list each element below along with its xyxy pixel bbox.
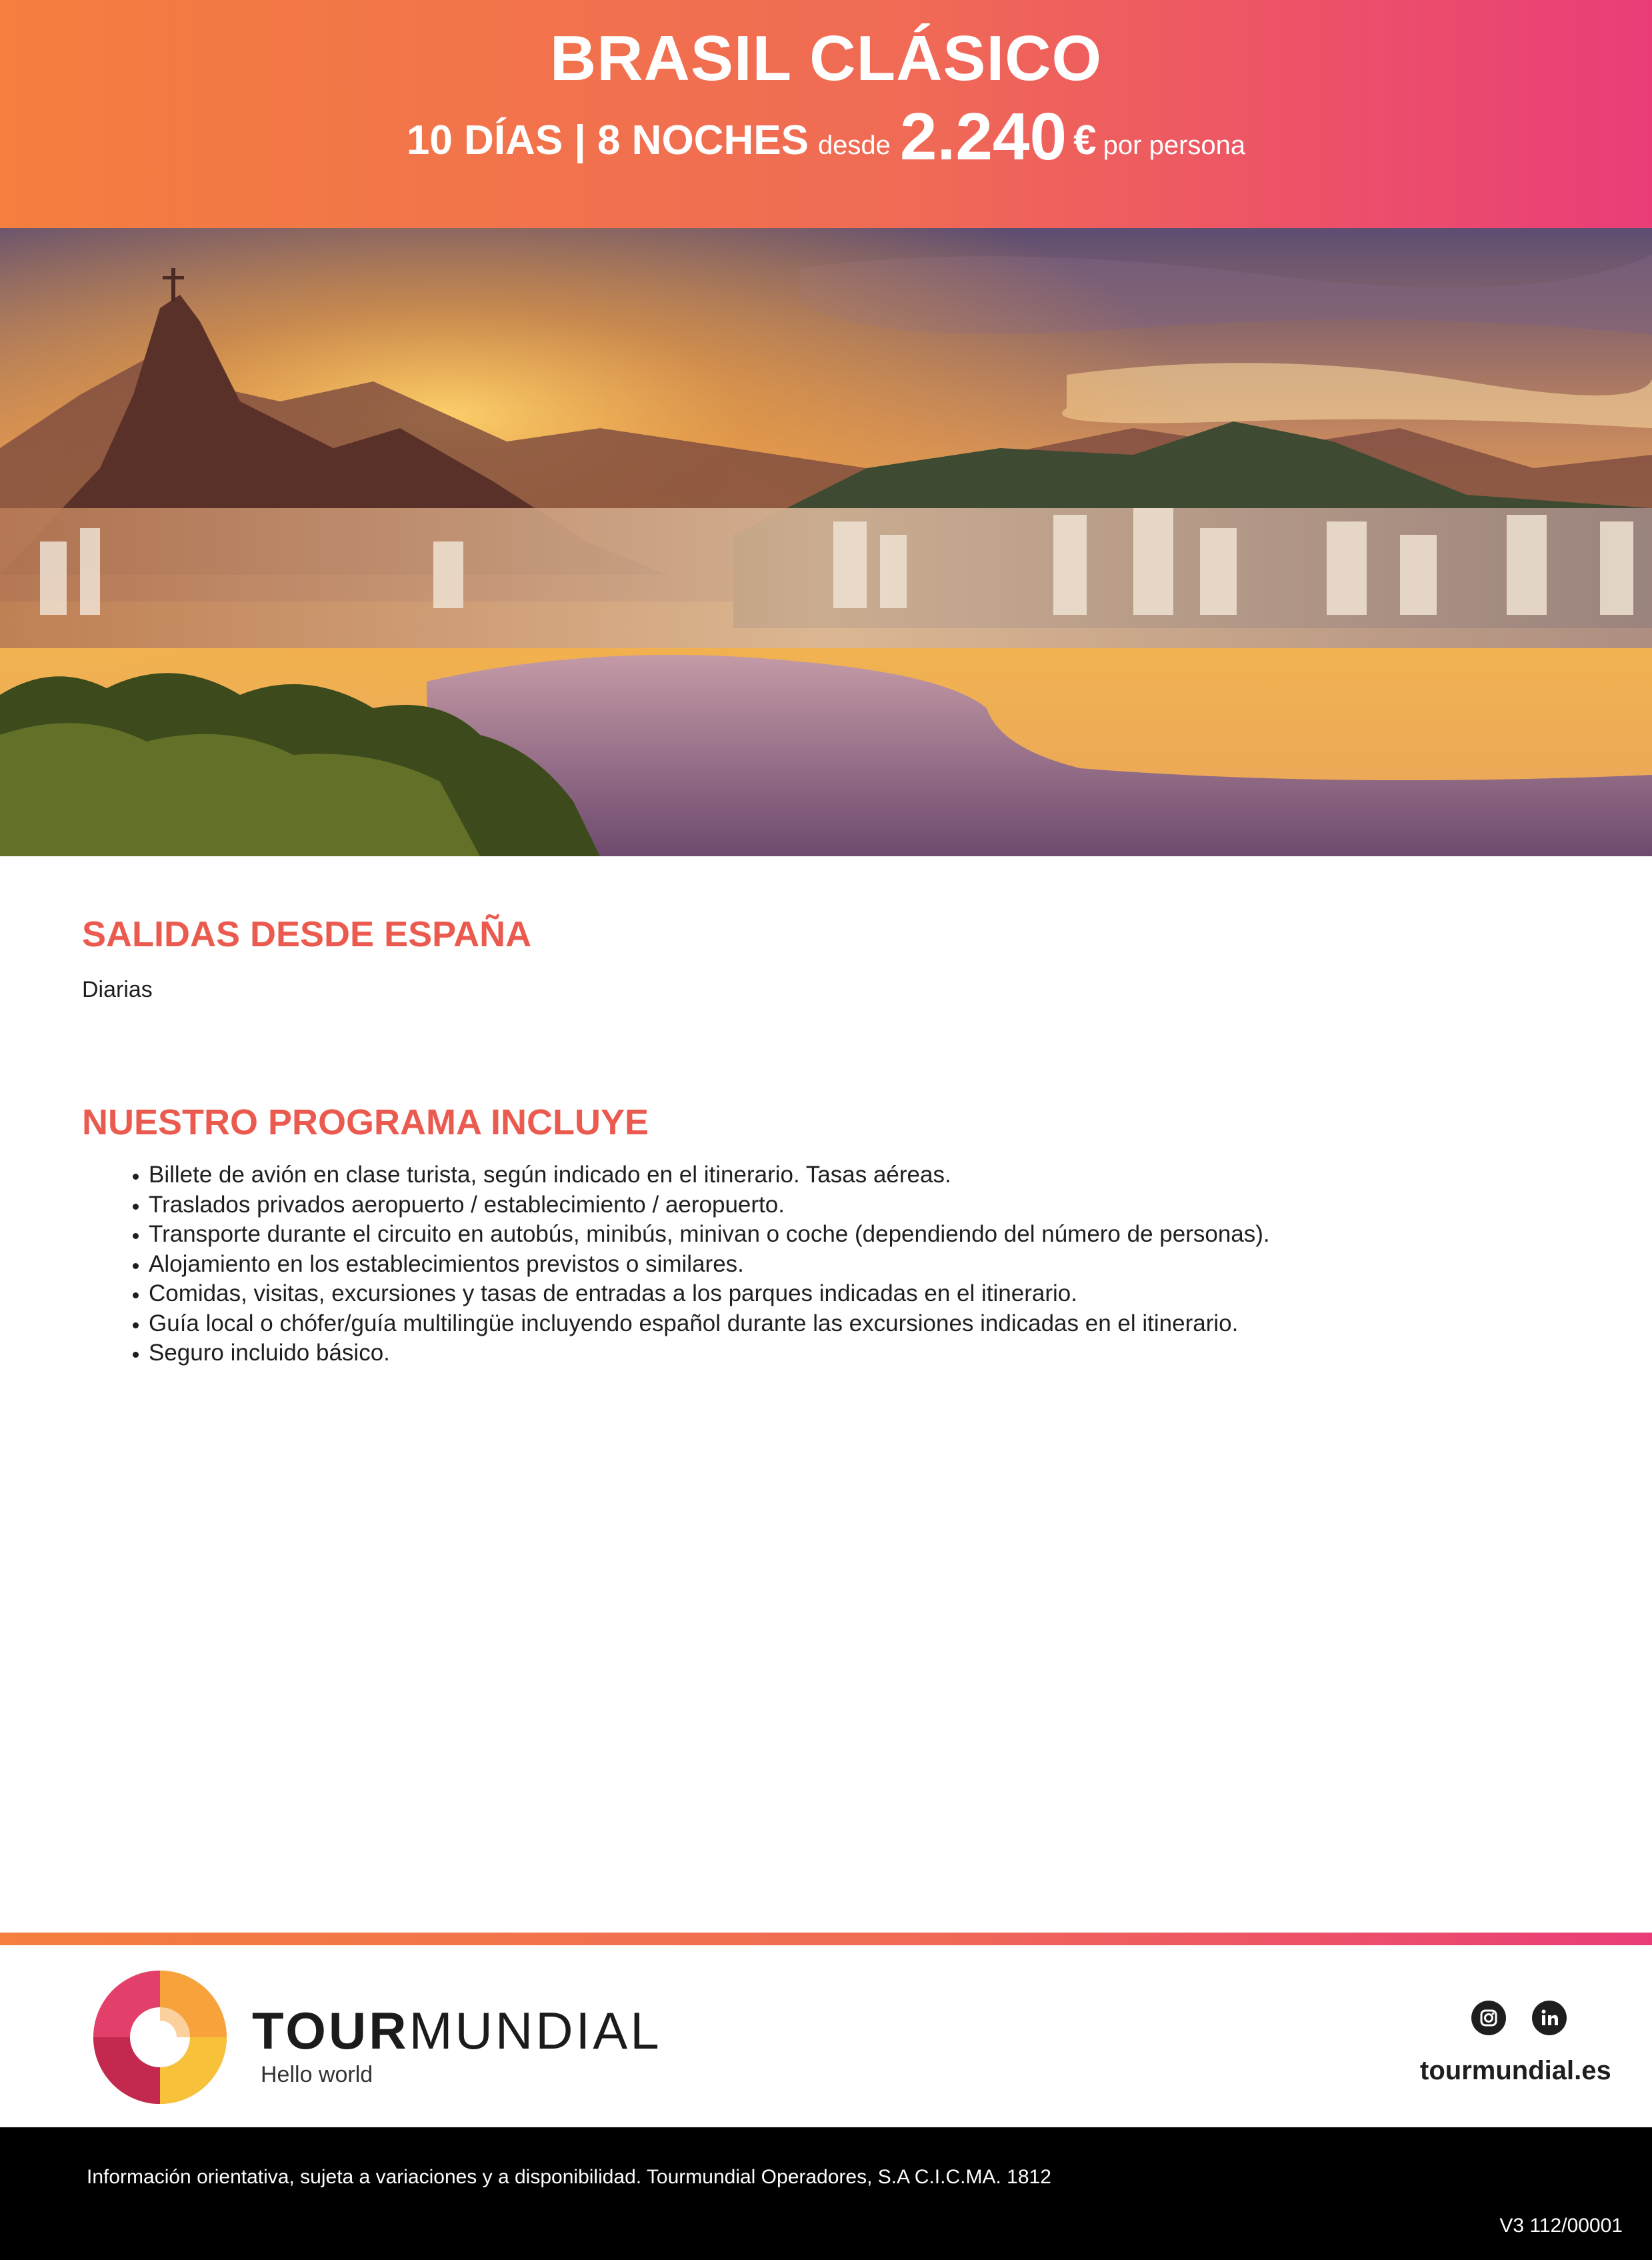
departures-heading: SALIDAS DESDE ESPAÑA: [82, 914, 532, 954]
brand-logo[interactable]: [90, 1967, 690, 2114]
list-item: • Seguro incluido básico.: [149, 1338, 1615, 1368]
trip-summary: [0, 100, 1652, 188]
header-banner: [0, 0, 1652, 228]
departures-value: Diarias: [82, 977, 153, 1002]
linkedin-icon[interactable]: [1532, 2001, 1567, 2035]
list-item: • Transporte durante el circuito en autobús, minibús, minivan o coche (dependiendo del número de personas).: [149, 1220, 1615, 1250]
logo-icon: [90, 1967, 230, 2107]
instagram-icon[interactable]: [1471, 2001, 1506, 2035]
legal-footer: [0, 2127, 1652, 2260]
list-item: • Comidas, visitas, excursiones y tasas de entradas a los parques indicadas en el itinerario.: [149, 1279, 1615, 1309]
price-currency: €: [1073, 117, 1097, 163]
trip-duration: 10 DÍAS | 8 NOCHES: [406, 117, 809, 163]
program-includes-list: [82, 1160, 1615, 1368]
list-item: • Alojamiento en los establecimientos previstos o similares.: [149, 1250, 1615, 1280]
price-per-person: por persona: [1103, 131, 1246, 160]
list-item: • Billete de avión en clase turista, según indicado en el itinerario. Tasas aéreas.: [149, 1160, 1615, 1190]
trip-price: 2.240: [899, 99, 1067, 174]
list-item: • Guía local o chófer/guía multilingüe incluyendo español durante las excursiones indicadas en el itinerario.: [149, 1309, 1615, 1339]
brand-name: TOURMUNDIAL: [252, 2001, 662, 2060]
trip-title: BRASIL CLÁSICO: [549, 23, 1103, 94]
list-item: • Traslados privados aeropuerto / establecimiento / aeropuerto.: [149, 1190, 1615, 1220]
brand-tagline: Hello world: [261, 2062, 373, 2087]
document-version: V3 112/00001: [1499, 2215, 1623, 2237]
footer-divider: [0, 1933, 1652, 1945]
program-includes-heading: NUESTRO PROGRAMA INCLUYE: [82, 1102, 649, 1142]
price-from-label: desde: [817, 131, 891, 160]
hero-image: [0, 228, 1652, 856]
website-link[interactable]: tourmundial.es: [1420, 2056, 1611, 2085]
legal-disclaimer: Información orientativa, sujeta a variaciones y a disponibilidad. Tourmundial Operadores, S.A C.I.C.MA. 1812: [87, 2166, 1051, 2188]
